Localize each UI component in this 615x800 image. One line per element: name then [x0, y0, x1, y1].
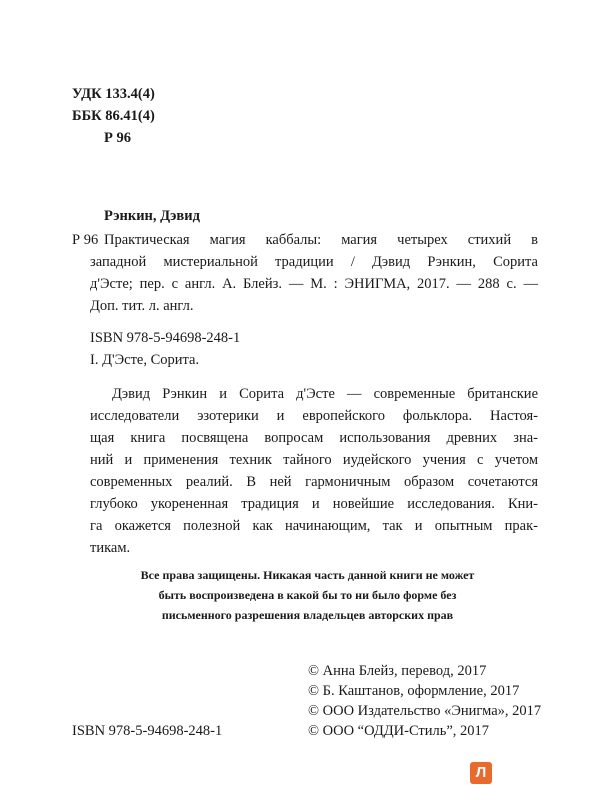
annotation-line: га окажется полезной как начинающим, так и опытным прак- — [90, 518, 538, 534]
copyright-line: © ООО Издательство «Энигма», 2017 — [308, 703, 542, 719]
isbn-bottom: ISBN 978-5-94698-248-1 — [72, 723, 223, 739]
catalog-mark: Р 96 — [72, 232, 99, 248]
bbk-code: ББК 86.41(4) — [72, 108, 155, 124]
rights-notice-line: быть воспроизведена в какой бы то ни было форме без — [158, 588, 457, 602]
copyright-line: © Б. Каштанов, оформление, 2017 — [308, 683, 520, 699]
udk-code: УДК 133.4(4) — [72, 86, 155, 102]
isbn-catalog: ISBN 978-5-94698-248-1 — [90, 330, 241, 346]
annotation-line: современных реалий. В ней гармоничным образом сочетаются — [90, 474, 538, 490]
copyright-line: © ООО “ОДДИ-Стиль”, 2017 — [308, 723, 490, 739]
rights-notice-line: письменного разрешения владельцев авторских прав — [161, 608, 454, 622]
annotation-line: щая книга посвящена вопросам использования древних зна- — [90, 430, 538, 446]
catalog-description-line: западной мистериальной традиции / Дэвид Рэнкин, Сорита — [90, 254, 538, 270]
rights-notice-line: Все права защищены. Никакая часть данной книги не может — [140, 568, 475, 582]
catalog-heading: Рэнкин, Дэвид — [104, 208, 200, 224]
annotation-line: Дэвид Рэнкин и Сорита д'Эсте — современные британские — [112, 386, 538, 402]
annotation-line: исследователи эзотерики и европейского фольклора. Настоя- — [90, 408, 538, 424]
catalog-description-line: Практическая магия каббалы: магия четырех стихий в — [104, 232, 538, 248]
annotation-line: тикам. — [90, 540, 131, 556]
copyright-line: © Анна Блейз, перевод, 2017 — [308, 663, 487, 679]
author-mark: Р 96 — [104, 130, 131, 146]
annotation-line: глубоко укорененная традиция и новейшие исследования. Кни- — [90, 496, 538, 512]
catalog-description-line: д'Эсте; пер. с англ. А. Блейз. — М. : ЭНИГМА, 2017. — 288 с. — — [90, 276, 538, 292]
annotation-line: ний и применения техник тайного иудейского учения с учетом — [90, 452, 538, 468]
labirint-logo-icon: Л — [470, 762, 492, 784]
catalog-description-line: Доп. тит. л. англ. — [90, 298, 194, 314]
added-entry: I. Д'Эсте, Сорита. — [90, 352, 200, 368]
